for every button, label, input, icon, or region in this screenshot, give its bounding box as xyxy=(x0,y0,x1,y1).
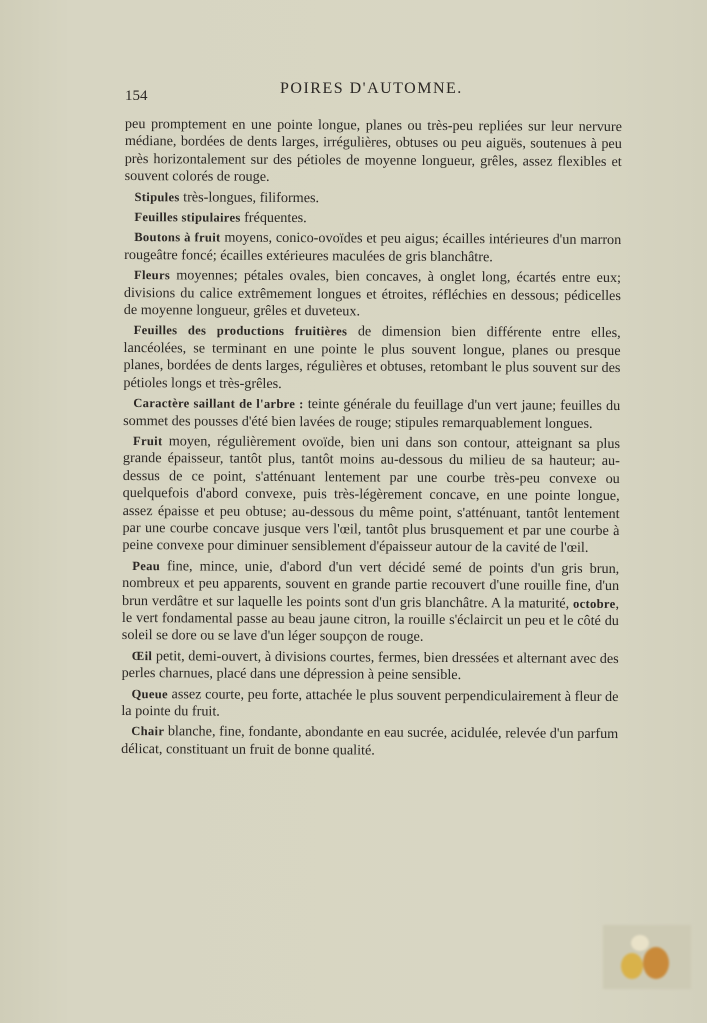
paragraph-fleurs xyxy=(124,267,621,322)
paragraph-text: fréquentes. xyxy=(240,209,307,227)
paragraph-label: Queue xyxy=(131,686,168,701)
paragraph-text: teinte générale du feuillage d'un vert jaune; feuilles du sommet des pousses d'été bien lavées de rouge; stipules remarquablement longues. xyxy=(123,396,621,432)
paragraph-chair xyxy=(121,723,618,761)
paragraph-text: blanche, fine, fondante, abondante en eau sucrée, acidulée, relevée d'un parfum délicat, constituant un fruit de bonne qualité. xyxy=(121,723,619,759)
running-head: POIRES D'AUTOMNE. xyxy=(280,80,463,97)
paragraph-text: moyennes; pétales ovales, bien concaves, à onglet long, écartés entre eux; divisions du calice extrêmement longues et étroites, réfléchies en dessous; pédicelles de moyenne longueur, grêles et duveteux. xyxy=(123,267,622,320)
paragraph-caractere xyxy=(123,395,620,433)
paragraph-fruit xyxy=(122,433,620,558)
paragraph-label: Caractère saillant de l'arbre : xyxy=(133,396,304,412)
page-number: 154 xyxy=(125,88,148,104)
paragraph-label: Chair xyxy=(131,724,165,739)
paragraph-label: Fruit xyxy=(132,433,163,449)
paragraph-label: Feuilles des productions fruitières xyxy=(133,323,348,339)
paragraph-text: de dimension bien différente entre elles, lancéolées, se terminant en une pointe le plus souvent longue, planes ou presque planes, bordées de dents larges, régulières et obtuses, retombant le plus souvent sur des pétioles longs et très-grêles. xyxy=(123,323,621,392)
paragraph-text: petit, demi-ouvert, à divisions courtes, fermes, bien dressées et alternant avec des perles charnues, placé dans une dépression à peine sensible. xyxy=(121,647,619,684)
paragraph-peau xyxy=(122,558,620,648)
paragraph-feuilles-stipulaires xyxy=(124,209,621,229)
thumbnail-highlight xyxy=(631,935,649,951)
paragraph-text: assez courte, peu forte, attachée le plus souvent perpendiculairement à fleur de la pointe du fruit. xyxy=(121,685,619,720)
paragraph-text: moyens, conico-ovoïdes et peu aigus; écailles intérieures d'un marron rougeâtre foncé; écailles extérieures maculées de gris blanchâtre. xyxy=(124,230,622,266)
pear-shape xyxy=(643,947,669,979)
paragraph-text: moyen, régulièrement ovoïde, bien uni dans son contour, atteignant sa plus grande épaisseur, tantôt plus, tantôt moins au-dessous du milieu de sa hauteur; au-dessus de ce point, s'atténuant lentement par une courbe très-peu convexe ou quelquefois d'abord convexe, puis très-légèrement concave, en une pointe longue, assez épaisse et peu obtuse; au-dessous du même point, s'atténuant, tantôt lentement par une courbe concave jusque vers l'œil, tantôt plus brusquement et par une courbe à peine convexe pour diminuer sensiblement d'épaisseur autour de la cavité de l'œil. xyxy=(122,433,621,557)
paragraph-label: Boutons à fruit xyxy=(134,230,221,246)
paragraph-label: Œil xyxy=(131,648,153,663)
paragraph-text: fine, mince, unie, d'abord d'un vert décidé semé de points d'un gris brun, nombreux et peu apparents, souvent en grande partie recouvert d'une rouille fine, d'un brun verdâtre et sur laquelle les points sont d'un gris blanchâtre. A la maturité, xyxy=(121,557,620,612)
paragraph-boutons xyxy=(124,229,621,267)
paragraph-label: Fleurs xyxy=(133,268,171,283)
paragraph-label: Feuilles stipulaires xyxy=(134,210,241,225)
paragraph-text: très-longues, filiformes. xyxy=(179,188,320,206)
paragraph-queue xyxy=(121,686,618,724)
paragraph-stipules xyxy=(124,189,621,209)
paragraph-emphasis: octobre xyxy=(573,596,616,611)
paragraph-oeil xyxy=(122,648,619,686)
paragraph-text: , le vert fondamental passe au beau jaune citron, la rouille s'éclaircit un peu et le côté du soleil se dore ou se lave d'un léger soupçon de rouge. xyxy=(121,595,620,646)
pear-thumbnail-image xyxy=(603,925,691,989)
paragraph-label: Peau xyxy=(132,558,161,573)
paragraph-label: Stipules xyxy=(134,189,180,204)
body-text xyxy=(121,116,622,764)
paragraph-feuilles-productions xyxy=(123,322,620,395)
paragraph-continuation xyxy=(125,116,622,189)
paragraph-text: peu promptement en une pointe longue, planes ou très-peu repliées sur leur nervure médiane, bordées de dents larges, irrégulières, obtuses ou peu aiguës, soutenues à peu près horizontalement sur des pétioles de moyenne longueur, grêles, assez flexibles et souvent colorés de rouge. xyxy=(124,116,622,186)
pear-shape xyxy=(621,953,643,979)
